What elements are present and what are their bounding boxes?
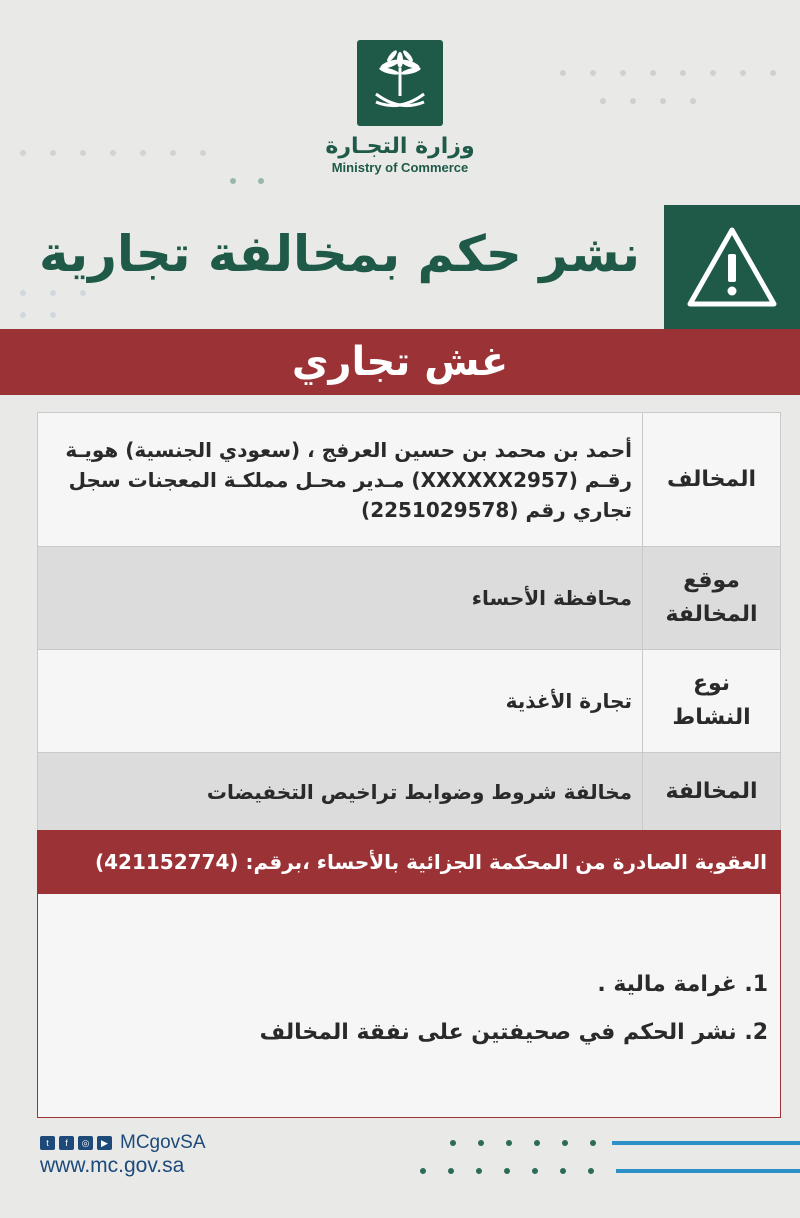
penalty-item: 2. نشر الحكم في صحيفتين على نفقة المخالف xyxy=(259,1020,768,1045)
facebook-icon[interactable]: f xyxy=(59,1136,74,1150)
row-value: تجارة الأغذية xyxy=(505,689,632,713)
penalty-item: 1. غرامة مالية . xyxy=(597,972,768,997)
table-row-violator xyxy=(37,412,781,547)
row-value: مخالفة شروط وضوابط تراخيص التخفيضات xyxy=(206,779,632,804)
website-link[interactable]: www.mc.gov.sa xyxy=(40,1154,185,1177)
social-links xyxy=(40,1132,206,1154)
twitter-icon[interactable]: t xyxy=(40,1136,55,1150)
title-row xyxy=(0,205,800,329)
ministry-name-ar: وزارة التجـارة xyxy=(325,134,475,159)
row-label: المخالف xyxy=(642,413,780,546)
instagram-icon[interactable]: ◎ xyxy=(78,1136,93,1150)
violation-type-banner: غش تجاري xyxy=(0,329,800,395)
social-handle[interactable]: MCgovSA xyxy=(120,1132,206,1153)
row-value: أحمد بن محمد بن حسين العرفج ، (سعودي الجنسية) هويـة رقـم (XXXXXX2957) مـدير محـل مملكـة المعجنات سجل تجاري رقم (2251029578) xyxy=(65,437,632,522)
warning-box xyxy=(664,205,800,329)
table-row-location xyxy=(37,547,781,650)
table-row-activity xyxy=(37,650,781,753)
row-label: موقع المخالفة xyxy=(642,547,780,649)
table-row-violation xyxy=(37,753,781,831)
row-value: محافظة الأحساء xyxy=(471,586,632,610)
palm-swords-emblem-icon xyxy=(357,40,443,126)
row-label: نوع النشاط xyxy=(642,650,780,752)
youtube-icon[interactable]: ▶ xyxy=(97,1136,112,1150)
ministry-name-en: Ministry of Commerce xyxy=(331,160,469,175)
penalty-heading: العقوبة الصادرة من المحكمة الجزائية بالأحساء ،برقم: (421152774) xyxy=(37,830,781,894)
violation-details-table xyxy=(37,412,781,831)
penalty-list xyxy=(37,894,781,1118)
page-title: نشر حكم بمخالفة تجارية xyxy=(39,225,640,283)
ministry-logo xyxy=(300,40,500,175)
row-label: المخالفة xyxy=(642,753,780,830)
warning-icon xyxy=(684,224,780,310)
